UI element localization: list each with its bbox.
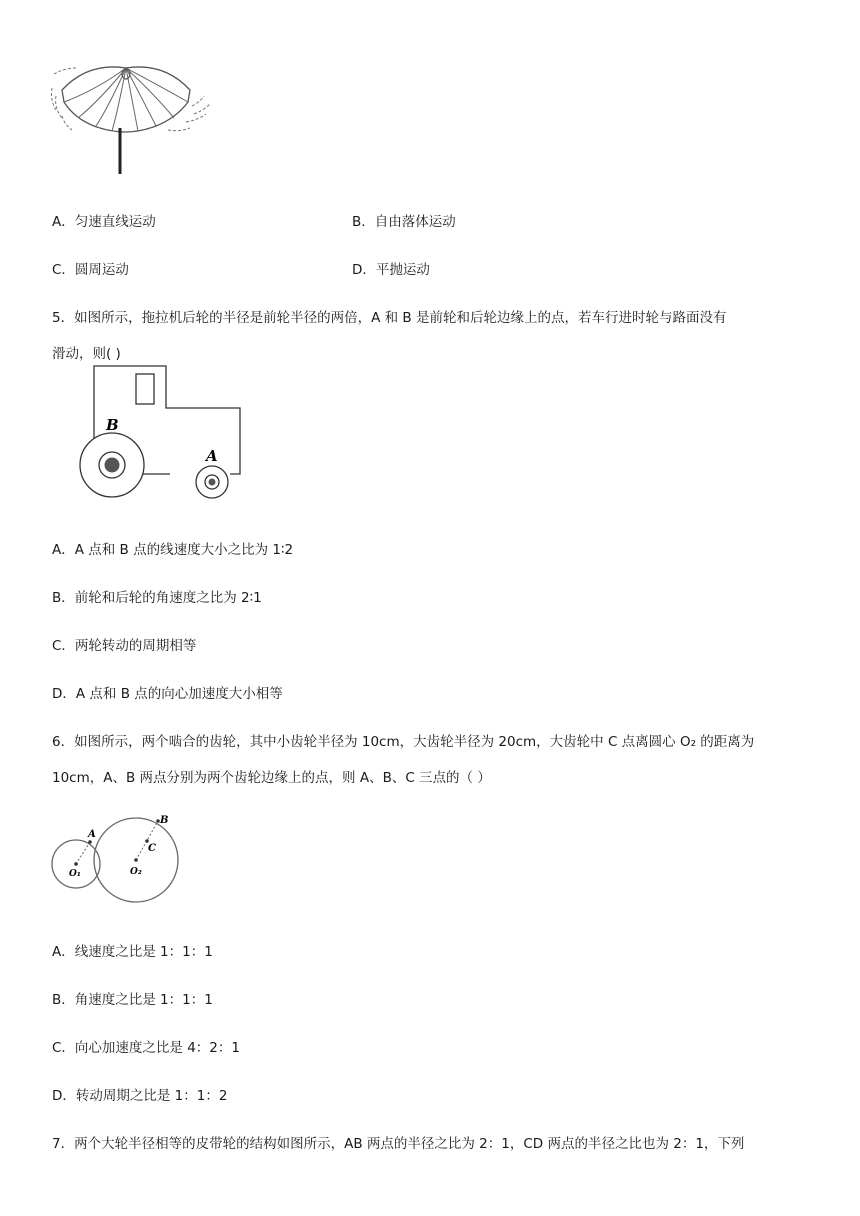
gear-label-c: C: [148, 843, 156, 854]
q7-stem-line1: 7．两个大轮半径相等的皮带轮的结构如图所示，AB 两点的半径之比为 2：1，CD 两点的半径之比也为 2：1，下列: [52, 1136, 745, 1152]
q4-option-c[interactable]: C．圆周运动: [52, 262, 129, 278]
q5-stem-line1: 5．如图所示，拖拉机后轮的半径是前轮半径的两倍，A 和 B 是前轮和后轮边缘上的点，若车行进时轮与路面没有: [52, 310, 727, 326]
gears-figure: [50, 808, 190, 918]
q6-option-a[interactable]: A．线速度之比是 1：1：1: [52, 944, 213, 960]
q5-stem-line2: 滑动，则( ): [52, 346, 121, 362]
tractor-label-a: A: [206, 447, 218, 465]
q4-option-a[interactable]: A．匀速直线运动: [52, 214, 156, 230]
gear-label-o2: O₂: [130, 867, 142, 877]
q6-option-d[interactable]: D．转动周期之比是 1：1：2: [52, 1088, 228, 1104]
gear-label-o1: O₁: [69, 869, 81, 879]
gear-label-a: A: [88, 829, 96, 840]
q4-option-b[interactable]: B．自由落体运动: [352, 214, 456, 230]
umbrella-figure: [48, 60, 218, 180]
gear-label-b: B: [160, 815, 169, 826]
q6-option-c[interactable]: C．向心加速度之比是 4：2：1: [52, 1040, 240, 1056]
tractor-label-b: B: [106, 416, 119, 434]
q5-option-a[interactable]: A．A 点和 B 点的线速度大小之比为 1∶2: [52, 542, 294, 558]
q4-option-d[interactable]: D．平抛运动: [352, 262, 430, 278]
q5-option-c[interactable]: C．两轮转动的周期相等: [52, 638, 197, 654]
q5-option-b[interactable]: B．前轮和后轮的角速度之比为 2∶1: [52, 590, 262, 606]
q6-stem-line2: 10cm，A、B 两点分别为两个齿轮边缘上的点，则 A、B、C 三点的（ ）: [52, 770, 491, 786]
q6-stem-line1: 6．如图所示，两个啮合的齿轮，其中小齿轮半径为 10cm，大齿轮半径为 20cm，大齿轮中 C 点离圆心 O₂ 的距离为: [52, 734, 755, 750]
q6-option-b[interactable]: B．角速度之比是 1：1：1: [52, 992, 213, 1008]
tractor-figure: [72, 362, 252, 504]
q5-option-d[interactable]: D．A 点和 B 点的向心加速度大小相等: [52, 686, 283, 702]
